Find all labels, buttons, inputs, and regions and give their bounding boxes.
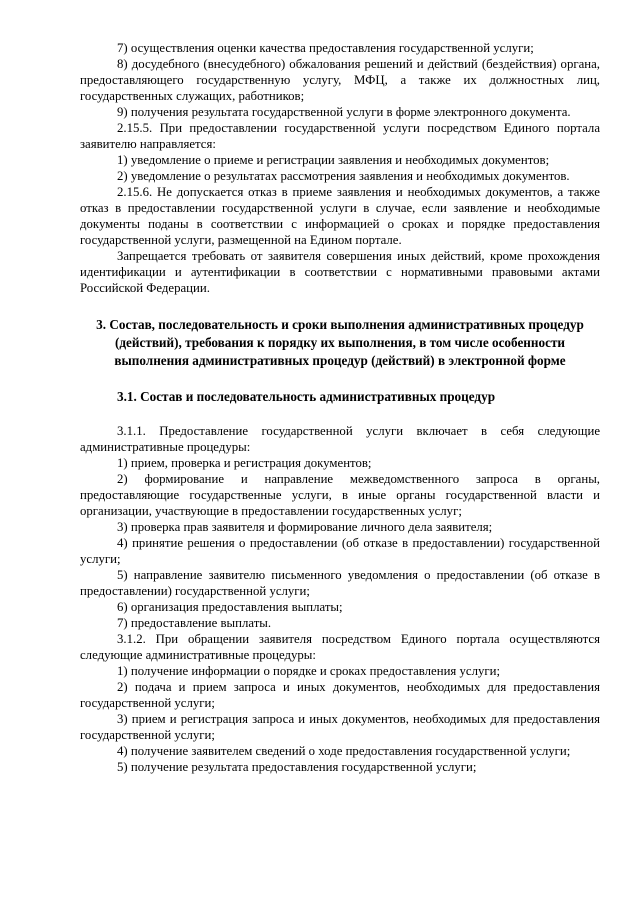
paragraph: 2.15.5. При предоставлении государственной услуги посредством Единого портала заявителю направляется: xyxy=(80,121,600,151)
paragraph: 1) уведомление о приеме и регистрации заявления и необходимых документов; xyxy=(117,153,550,167)
paragraph: Запрещается требовать от заявителя совершения иных действий, кроме прохождения идентификации и аутентификации в соответствии с нормативными правовыми актами Российской Федерации. xyxy=(80,249,600,295)
paragraph: 4) получение заявителем сведений о ходе предоставления государственной услуги; xyxy=(117,744,571,758)
paragraph: 3.1.2. При обращении заявителя посредством Единого портала осуществляются следующие административные процедуры: xyxy=(80,632,600,662)
paragraph: 5) получение результата предоставления государственной услуги; xyxy=(117,760,477,774)
paragraph: 3.1.1. Предоставление государственной услуги включает в себя следующие административные процедуры: xyxy=(80,424,600,454)
paragraph: 3) проверка прав заявителя и формирование личного дела заявителя; xyxy=(117,520,493,534)
paragraph: 4) принятие решения о предоставлении (об отказе в предоставлении) государственной услуги; xyxy=(80,536,600,566)
document-page xyxy=(80,40,600,775)
paragraph: 2.15.6. Не допускается отказ в приеме заявления и необходимых документов, а также отказ в предоставлении государственной услуги в случае, если заявление и необходимые документы поданы в соответствии с информацией о сроках и порядке предоставления государственной услуги, размещенной на Едином портале. xyxy=(80,185,600,247)
paragraph: 9) получения результата государственной услуги в форме электронного документа. xyxy=(117,105,571,119)
paragraph: 5) направление заявителю письменного уведомления о предоставлении (об отказе в предоставлении) государственной услуги; xyxy=(80,568,600,598)
section-heading: 3. Состав, последовательность и сроки выполнения административных процедур (действий), требования к порядку их выполнения, в том числе особенности выполнения административных процедур (действий) в электронной форме xyxy=(96,317,584,368)
paragraph: 7) предоставление выплаты. xyxy=(117,616,272,630)
paragraph: 2) подача и прием запроса и иных документов, необходимых для предоставления государственной услуги; xyxy=(80,680,600,710)
sub-heading: 3.1. Состав и последовательность административных процедур xyxy=(117,389,496,404)
paragraph: 1) прием, проверка и регистрация документов; xyxy=(117,456,372,470)
paragraph: 1) получение информации о порядке и сроках предоставления услуги; xyxy=(117,664,501,678)
paragraph: 7) осуществления оценки качества предоставления государственной услуги; xyxy=(117,41,534,55)
paragraph: 2) уведомление о результатах рассмотрения заявления и необходимых документов. xyxy=(117,169,570,183)
paragraph: 3) прием и регистрация запроса и иных документов, необходимых для предоставления государственной услуги; xyxy=(80,712,600,742)
paragraph: 2) формирование и направление межведомственного запроса в органы, предоставляющие государственные услуги, в иные органы государственной власти и организации, участвующие в предоставлении государственных услуг; xyxy=(80,472,600,518)
paragraph: 8) досудебного (внесудебного) обжалования решений и действий (бездействия) органа, предоставляющего государственную услугу, МФЦ, а также их должностных лиц, государственных служащих, работников; xyxy=(80,57,600,103)
paragraph: 6) организация предоставления выплаты; xyxy=(117,600,343,614)
